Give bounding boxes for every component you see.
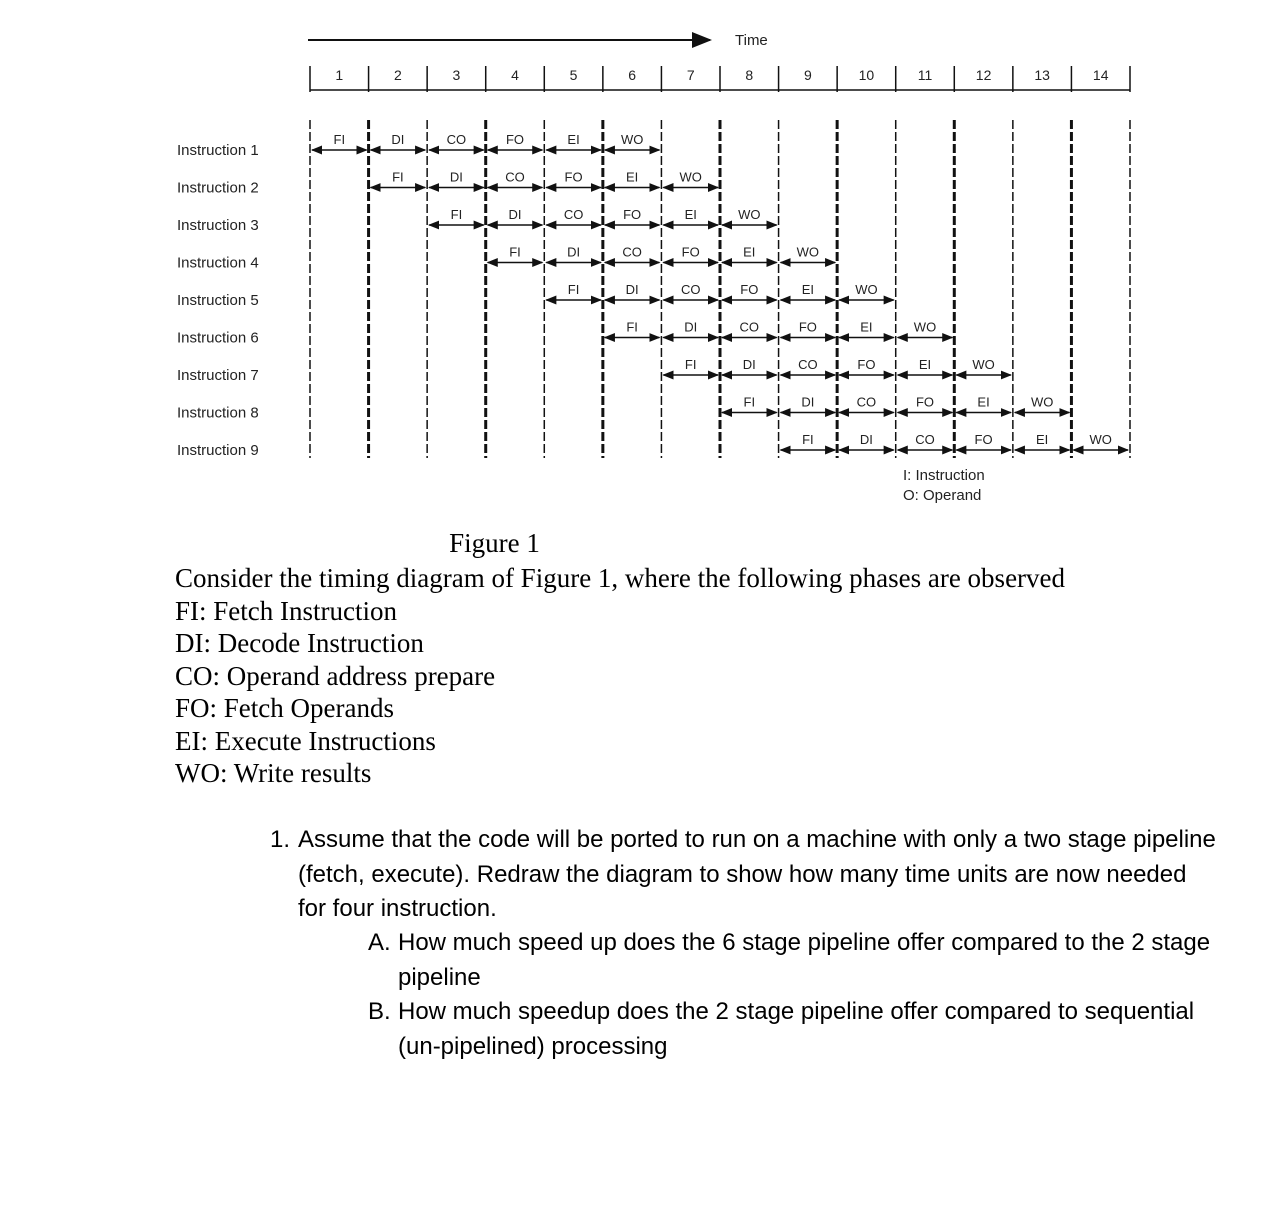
stage-label: CO: [505, 169, 525, 185]
stage-label: DI: [449, 169, 463, 185]
phase-wo: WO: Write results: [175, 758, 372, 788]
stage-label: DI: [567, 244, 581, 260]
subquestion-a-text: How much speed up does the 6 stage pipeline offer compared to the 2 stage pipeline: [398, 929, 1211, 991]
stage-label: WO: [972, 357, 995, 372]
question-1: [270, 823, 1220, 927]
time-unit-label: 1: [335, 67, 344, 83]
stage-label: FI: [684, 357, 697, 372]
stage-label: FI: [626, 319, 638, 335]
time-unit-label: 13: [1034, 67, 1050, 83]
phase-di: DI: Decode Instruction: [175, 628, 424, 658]
intro-block: [175, 562, 1225, 790]
stage-label: WO: [738, 207, 761, 222]
stage-label: CO: [622, 244, 642, 260]
stage-label: EI: [918, 357, 932, 372]
subquestion-a-label: A.: [368, 929, 391, 956]
stage-label: CO: [680, 282, 701, 297]
stage-label: CO: [915, 432, 935, 447]
stage-label: DI: [742, 357, 756, 372]
stage-label: FO: [798, 319, 817, 335]
stage-label: CO: [798, 357, 818, 372]
stage-label: CO: [739, 319, 760, 335]
question-1-number: 1.: [270, 826, 291, 853]
time-unit-label: 7: [686, 67, 695, 83]
stage-label: FI: [392, 169, 404, 185]
stage-label: EI: [684, 207, 697, 222]
time-unit-label: 9: [803, 67, 812, 83]
stage-label: FI: [450, 207, 463, 222]
time-unit-label: 12: [975, 67, 992, 83]
stage-label: FI: [802, 432, 814, 447]
instruction-label: Instruction 8: [177, 404, 259, 422]
pipeline-timing-diagram: [0, 0, 1279, 520]
stage-label: DI: [625, 282, 639, 297]
phase-ei: EI: Execute Instructions: [175, 725, 436, 756]
stage-label: WO: [1030, 394, 1054, 410]
instruction-label: Instruction 2: [177, 179, 259, 197]
time-unit-label: 3: [452, 67, 461, 83]
subquestion-a: [368, 926, 1228, 995]
phase-fi: FI: Fetch Instruction: [175, 595, 397, 626]
time-unit-label: 8: [745, 67, 754, 83]
stage-label: EI: [625, 169, 639, 185]
stage-label: WO: [855, 282, 878, 297]
stage-label: FI: [743, 394, 756, 410]
legend-operand: O: Operand: [903, 487, 982, 504]
stage-label: CO: [563, 207, 584, 222]
stage-label: EI: [1035, 432, 1049, 447]
instruction-label: Instruction 5: [177, 292, 259, 309]
stage-label: FO: [623, 207, 642, 222]
instruction-label: Instruction 6: [177, 329, 259, 347]
stage-label: DI: [391, 132, 405, 147]
time-unit-label: 10: [858, 67, 875, 83]
stage-label: CO: [856, 394, 877, 410]
stage-label: CO: [446, 132, 467, 147]
phase-co: CO: Operand address prepare: [175, 660, 496, 691]
time-unit-label: 14: [1092, 67, 1109, 83]
instruction-label: Instruction 3: [177, 217, 259, 234]
time-unit-label: 6: [628, 67, 637, 83]
phase-fo: FO: Fetch Operands: [175, 693, 394, 723]
stage-label: WO: [913, 319, 937, 335]
stage-label: WO: [620, 132, 644, 147]
time-label: Time: [735, 32, 768, 49]
instruction-label: Instruction 7: [177, 367, 259, 384]
stage-label: FI: [333, 132, 346, 147]
stage-label: DI: [508, 207, 522, 222]
stage-label: WO: [796, 244, 820, 260]
subquestion-b-text: How much speedup does the 2 stage pipeline offer compared to sequential (un-pipelined) processing: [398, 998, 1195, 1060]
stage-label: EI: [801, 282, 815, 297]
stage-label: WO: [679, 169, 702, 185]
stage-label: EI: [860, 319, 873, 335]
stage-label: FO: [857, 357, 876, 372]
question-1-text: Assume that the code will be ported to run on a machine with only a two stage pipeline (fetch, execute). Redraw the diagram to show how many time units are now needed for four instruction.: [298, 826, 1216, 922]
intro-text: Consider the timing diagram of Figure 1, where the following phases are observed: [175, 563, 1066, 593]
figure-caption: Figure 1: [449, 528, 540, 558]
time-unit-label: 5: [569, 67, 578, 83]
subquestion-b: [368, 995, 1228, 1064]
legend-instruction: I: Instruction: [903, 467, 985, 484]
stage-label: FO: [564, 169, 583, 185]
stage-label: FI: [567, 282, 580, 297]
stage-label: FO: [681, 244, 700, 260]
stage-label: DI: [684, 319, 698, 335]
instruction-label: Instruction 9: [177, 442, 259, 459]
stage-label: EI: [567, 132, 580, 147]
stage-label: EI: [977, 394, 990, 410]
instruction-label: Instruction 1: [177, 142, 259, 159]
stage-label: DI: [801, 394, 815, 410]
stage-label: DI: [859, 432, 873, 447]
instruction-label: Instruction 4: [177, 254, 259, 272]
stage-label: FO: [740, 282, 759, 297]
stage-label: FO: [915, 394, 935, 410]
time-unit-label: 2: [393, 67, 402, 83]
stage-label: FO: [974, 432, 993, 447]
stage-label: WO: [1089, 432, 1112, 447]
time-unit-label: 11: [917, 67, 933, 83]
time-unit-label: 4: [511, 67, 519, 83]
subquestion-b-label: B.: [368, 998, 391, 1025]
stage-label: FO: [505, 132, 525, 147]
stage-label: EI: [743, 244, 756, 260]
stage-label: FI: [509, 244, 521, 260]
